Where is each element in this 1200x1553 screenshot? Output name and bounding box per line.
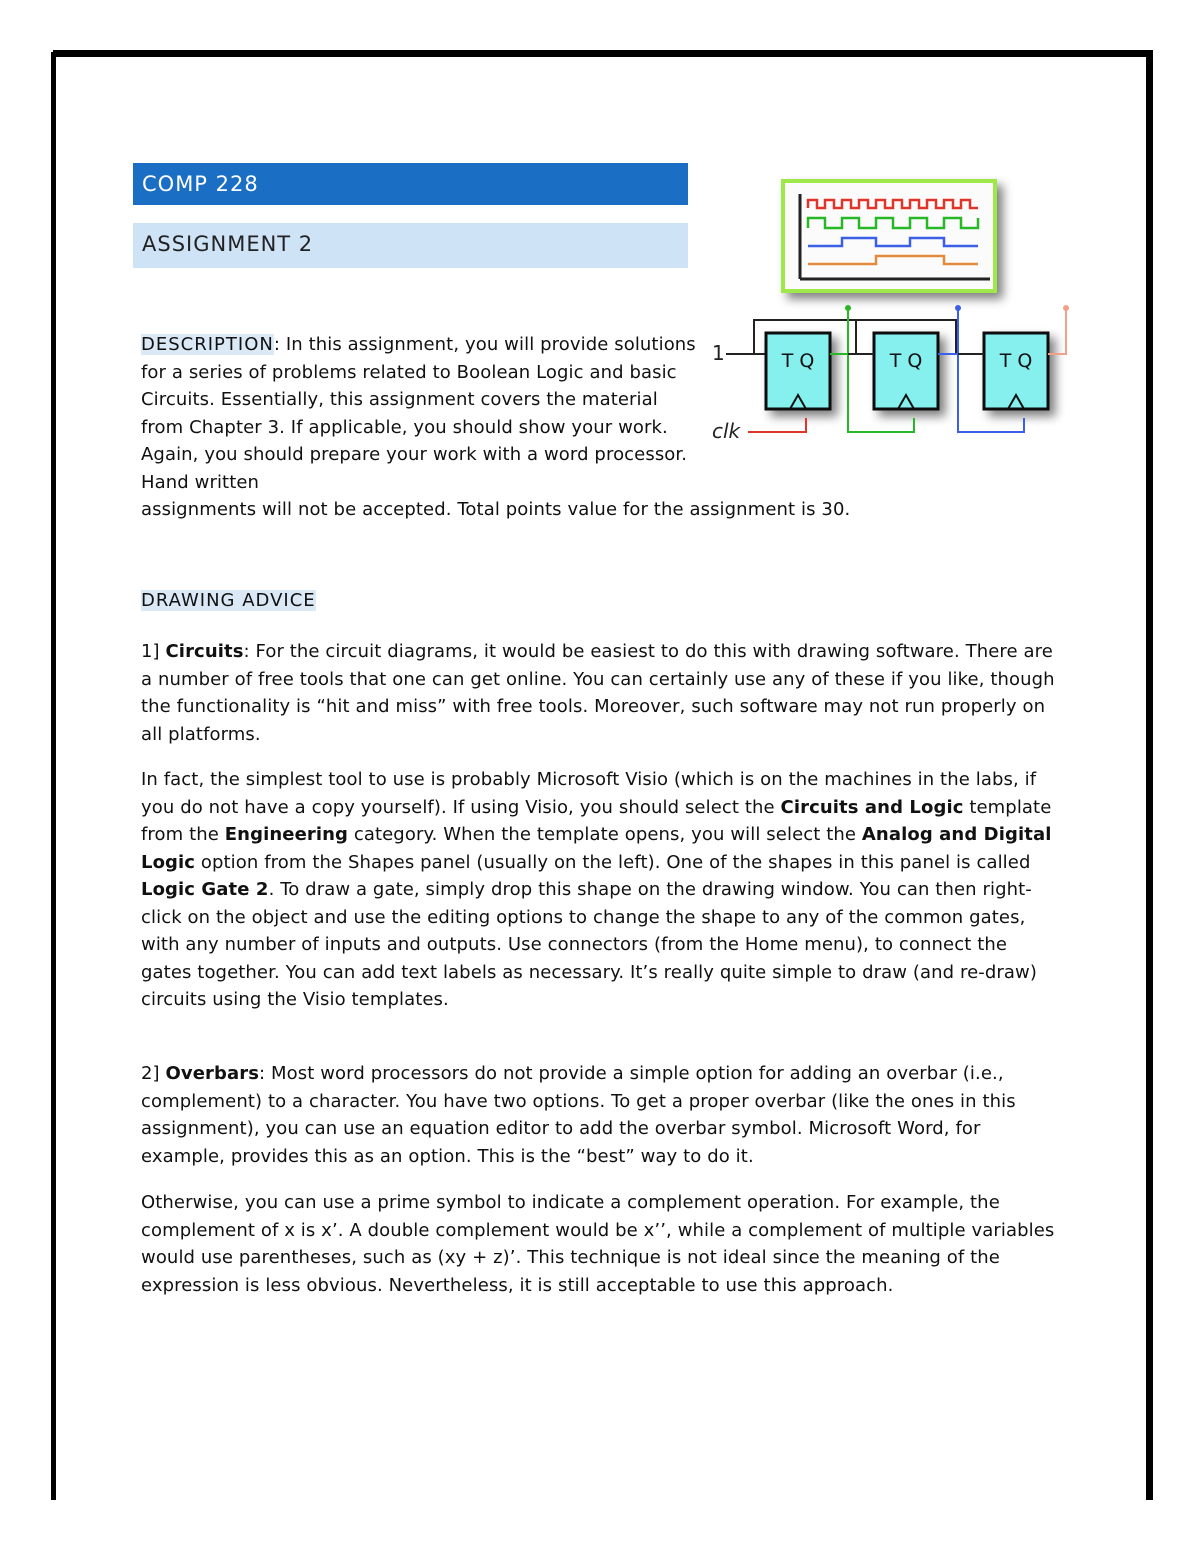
visio-paragraph xyxy=(141,766,1061,1014)
overbars-paragraph xyxy=(141,1060,1061,1170)
timing-diagram xyxy=(783,181,995,291)
circuits-bold: Circuits xyxy=(165,641,244,662)
clock-wire xyxy=(748,418,806,432)
description-label: DESCRIPTION xyxy=(141,334,274,355)
description-paragraph xyxy=(141,331,701,496)
circuits-paragraph xyxy=(141,638,1061,748)
visio-bold-4: Logic Gate 2 xyxy=(141,879,269,900)
overbars-bold: Overbars xyxy=(165,1063,260,1084)
visio-text-2: template from the xyxy=(141,796,1052,845)
circuits-number: 1] xyxy=(141,641,166,662)
q2-probe-dot xyxy=(955,305,961,311)
flip-flop-1-label: T Q xyxy=(781,350,815,372)
clock-waveform xyxy=(808,200,978,208)
visio-text-3: category. When the template opens, you will select the xyxy=(348,824,862,845)
visio-bold-1: Circuits and Logic xyxy=(780,796,964,818)
overbars-text: : Most word processors do not provide a simple option for adding an overbar (i.e., complement) to a character. You have two options. To get a proper overbar (like the ones in this assignment), you can use an equation editor to add the overbar symbol. Microsoft Word, for example, provides this as an option. This is the “best” way to do it. xyxy=(141,1063,1016,1167)
flip-flop-3-label: T Q xyxy=(999,350,1033,372)
drawing-advice-heading: DRAWING ADVICE xyxy=(141,590,316,611)
course-title: COMP 228 xyxy=(133,163,688,205)
visio-bold-2: Engineering xyxy=(224,824,349,845)
q3-wire xyxy=(1048,310,1066,354)
page-border-left xyxy=(51,52,56,1500)
q1-probe-dot xyxy=(845,305,851,311)
prime-paragraph: Otherwise, you can use a prime symbol to indicate a complement operation. For example, the complement of x is x’. A double complement would be x’’, while a complement of multiple variables would use parentheses, such as (xy + z)’. This technique is not ideal since the meaning of the expression is less obvious. Nevertheless, it is still acceptable to use this approach. xyxy=(141,1192,1055,1296)
flip-flop-2-label: T Q xyxy=(889,350,923,372)
counter-circuit-figure xyxy=(708,176,1080,448)
circuits-text: : For the circuit diagrams, it would be easiest to do this with drawing software. There are a number of free tools that one can get online. You can certainly use any of these if you like, though the functionality is “hit and miss” with free tools. Moreover, such software may not run properly on all platforms. xyxy=(141,641,1055,745)
description-tail: assignments will not be accepted. Total points value for the assignment is 30. xyxy=(141,499,851,520)
overbars-number: 2] xyxy=(141,1063,166,1084)
q3-probe-dot xyxy=(1063,305,1069,311)
page-border-right xyxy=(1146,52,1153,1500)
assignment-title: ASSIGNMENT 2 xyxy=(133,223,688,268)
page-border-top xyxy=(53,50,1153,57)
clock-label: clk xyxy=(712,419,741,443)
visio-text-4: option from the Shapes panel (usually on the left). One of the shapes in this panel is called xyxy=(195,851,1031,873)
visio-bold-3: Analog and Digital Logic xyxy=(141,824,1052,873)
description-body: : In this assignment, you will provide solutions for a series of problems related to Boolean Logic and basic Circuits. Essentially, this assignment covers the material from Chapter 3. If applicable, you should show your work. Again, you should prepare your work with a word processor. Hand written xyxy=(141,334,696,493)
visio-text-5: . To draw a gate, simply drop this shape on the drawing window. You can then right-click on the object and use the editing options to change the shape to any of the common gates, with any number of inputs and outputs. Use connectors (from the Home menu), to connect the gates together. You can add text labels as necessary. It’s really quite simple to draw (and re-draw) circuits using the Visio templates. xyxy=(141,879,1037,1010)
input-one-label: 1 xyxy=(712,341,725,365)
visio-text-1: In fact, the simplest tool to use is probably Microsoft Visio (which is on the machines in the labs, if you do not have a copy yourself). If using Visio, you should select the xyxy=(141,769,1037,818)
